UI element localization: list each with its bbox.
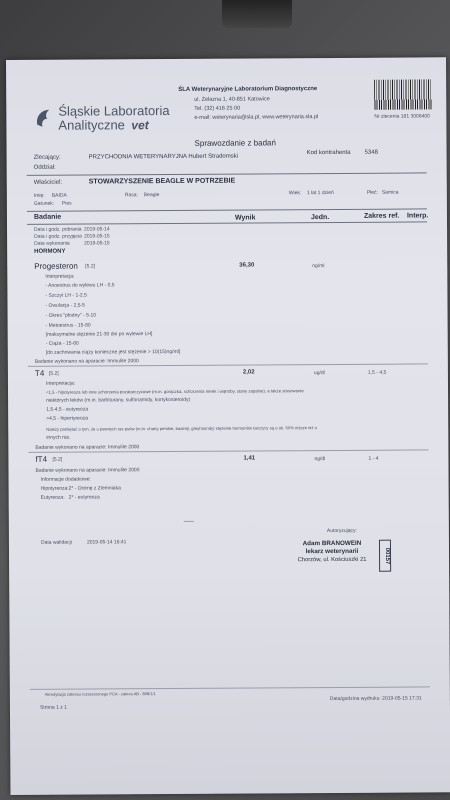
breed-label: Rasa: <box>124 192 138 199</box>
col-unit: Jedn. <box>310 214 330 222</box>
progesteron-code: [5.2] <box>85 263 96 270</box>
t4-ref: 1,5 - 4,5 <box>367 369 387 376</box>
t4-name: T4 <box>34 368 45 378</box>
lab-address: ul. Żelazna 1, 40-851 Katowice <box>194 96 270 103</box>
progesteron-unit: ng/ml <box>312 263 325 270</box>
col-test: Badanie <box>33 213 62 221</box>
animal-name-label: Imię: <box>33 192 45 199</box>
progesteron-value: 36,30 <box>239 262 255 269</box>
t4-note-2: innych ras. <box>46 434 71 441</box>
t4-line-2: niektórych leków (m.in. barbiturany, sulfonamidy, kortykosteroidy) <box>46 396 191 404</box>
progesteron-line-3: - Owulacja - 2,5-5 <box>45 302 85 309</box>
t4-unit: ug/dl <box>313 370 325 377</box>
ft4-info3-label: Eutyreoza: <box>40 494 65 501</box>
col-ref: Zakres ref. <box>363 212 400 220</box>
owner-label: Właściciel: <box>33 179 63 186</box>
t4-line-1: <1,5 - hipotyreoza lub inne schorzenia pozatarczycowe (m.in. gorączka, schorzenia nerek i wątroby, stany zapalne), a także stosowanie <box>46 388 304 395</box>
col-result: Wynik <box>234 214 256 222</box>
footer-line <box>30 686 430 689</box>
ft4-code: [5.2] <box>52 456 63 463</box>
lab-phone: Tel. (32) 416 25 00 <box>194 105 241 112</box>
stamp-line-2: lekarz weterynarii <box>305 547 359 556</box>
progesteron-interp-label: Interpretacja: <box>45 273 75 280</box>
table-head-line <box>27 221 427 224</box>
ft4-unit: ng/dl <box>314 456 326 463</box>
age-label: Wiek: <box>288 190 302 197</box>
ft4-info-label: Informacje dodatkowe: <box>40 476 91 483</box>
lab-logo-icon <box>33 107 55 129</box>
ft4-info2-label: Hipotyreoza: <box>40 485 69 492</box>
ft4-info3-value: 2* - eutyreoza <box>68 494 100 501</box>
lab-report-sheet <box>6 57 450 795</box>
t4-line-4: >4,5 - hipertyreoza <box>46 415 89 422</box>
animal-name-value: BAIDA <box>51 192 67 199</box>
receive-date-value: 2019-05-15 <box>84 233 110 240</box>
progesteron-line-5: - Metoestrus - 15-80 <box>45 322 91 329</box>
page-number: Strona 1 z 1 <box>39 704 67 711</box>
progesteron-line-1: - Anoestrus do wylewu LH - 0,5 <box>45 282 115 289</box>
validated-label: Data walidacji <box>40 539 72 546</box>
lab-name: ŚLA Weterynaryjne Laboratorium Diagnostyczne <box>178 86 318 93</box>
accreditation-note: Akredytacja zakresu rozszerzonego PCA - zakres AB - 808/1/1 <box>44 691 156 697</box>
dark-object-top <box>222 0 292 28</box>
owner-value: STOWARZYSZENIE BEAGLE W POTRZEBIE <box>88 177 236 186</box>
breed-value: Beagle <box>143 192 160 199</box>
stamp-line-1: Adam BRANOWEIN <box>302 539 362 548</box>
order-number: Nr zlecenia 181 3008400 <box>374 113 430 120</box>
t4-note-1: Należy pamiętać o tym, że u pewnych ras psów (m.in. charty perskie, basenji, greyhoundy) stężenie hormonów tarczycy są o ok. 50% niższe niż u <box>46 425 317 432</box>
progesteron-line-4: - Okres "płodny" - 5-10 <box>45 312 97 319</box>
department-label: Oddział: <box>33 164 56 171</box>
lab-email: e-mail: weterynaria@sla.pl, www.weterynaria.sla.pl <box>194 114 319 121</box>
col-interp: Interp. <box>406 212 429 220</box>
progesteron-line-6: [maksymalne stężenie 21-30 dni po wylewie LH] <box>45 331 153 338</box>
table-top-line <box>27 208 427 211</box>
t4-code: [5.2] <box>48 370 59 377</box>
doctor-stamp <box>287 540 377 565</box>
validated-value: 2019-05-14 16:41 <box>86 539 127 546</box>
stamp-code: 00157 <box>379 540 391 572</box>
progesteron-name: Progesteron <box>34 261 78 271</box>
progesteron-line-2: - Szczyt LH - 1-2,5 <box>45 292 87 299</box>
print-date: Data/godzina wydruku: 2019-05-15 17:31 <box>329 695 422 703</box>
lab-logo-vet: vet <box>131 118 149 133</box>
sample-date-value: 2019-05-14 <box>84 226 110 233</box>
report-title: Sprawozdanie z badań <box>194 138 276 148</box>
ft4-info2-value: 2* - Ocenę z Ziemniaka <box>68 485 121 492</box>
ft4-ref: 1 - 4 <box>368 455 379 462</box>
species-label: Gatunek: <box>33 200 55 207</box>
lab-logo-line2: Analityczne <box>58 117 125 133</box>
species-value: Pies <box>61 200 72 207</box>
section-heading: HORMONY <box>34 248 66 255</box>
progesteron-line-7: - Ciąża - 15-80 <box>45 340 79 347</box>
divider-line <box>27 172 427 175</box>
sample-date-label: Data i godz. pobrania <box>34 226 82 233</box>
t4-line-3: 1,5-4,5 - eutyreoza <box>46 406 89 413</box>
t4-interp-label: Interpretacja: <box>45 380 76 387</box>
done-date-value: 2019-05-15 <box>84 240 110 247</box>
age-value: 1 lat 1 dzień <box>306 190 334 197</box>
ft4-value: 1,41 <box>243 455 256 462</box>
contractor-value: 5348 <box>364 149 378 156</box>
ft4-method: Badanie wykonano na aparacie: Immulite 2000 <box>35 467 140 474</box>
t4-value: 2,02 <box>242 369 255 376</box>
t4-method: Badanie wykonano na aparacie: Immulite 2000 <box>35 444 140 451</box>
progesteron-method: Badanie wykonano na aparacie: Immulite 2000 <box>34 358 139 365</box>
ordering-value: PRZYCHODNIA WETERYNARYJNA Hubert Stradomski <box>88 153 239 161</box>
lab-logo-line1: Śląskie Laboratoria <box>58 103 170 119</box>
order-barcode <box>374 79 432 109</box>
authorized-label: Autoryzujący: <box>326 527 357 535</box>
stamp-line-3: Chorzów, ul. Kościuszki 21 <box>297 556 367 564</box>
ordering-label: Zlecający: <box>33 154 61 161</box>
done-date-label: Data wykonania <box>34 240 70 247</box>
ft4-name: fT4 <box>35 454 48 464</box>
receive-date-label: Data i godz. przyjęcia <box>34 233 82 240</box>
sex-value: Samica <box>381 189 399 196</box>
end-mark <box>184 521 194 522</box>
contractor-label: Kod kontrahenta <box>306 149 351 157</box>
progesteron-line-8: [do zachowania ciąży konieczne jest stężenie > 10(15)ng/ml] <box>45 348 181 356</box>
sex-label: Płeć: <box>366 189 378 196</box>
